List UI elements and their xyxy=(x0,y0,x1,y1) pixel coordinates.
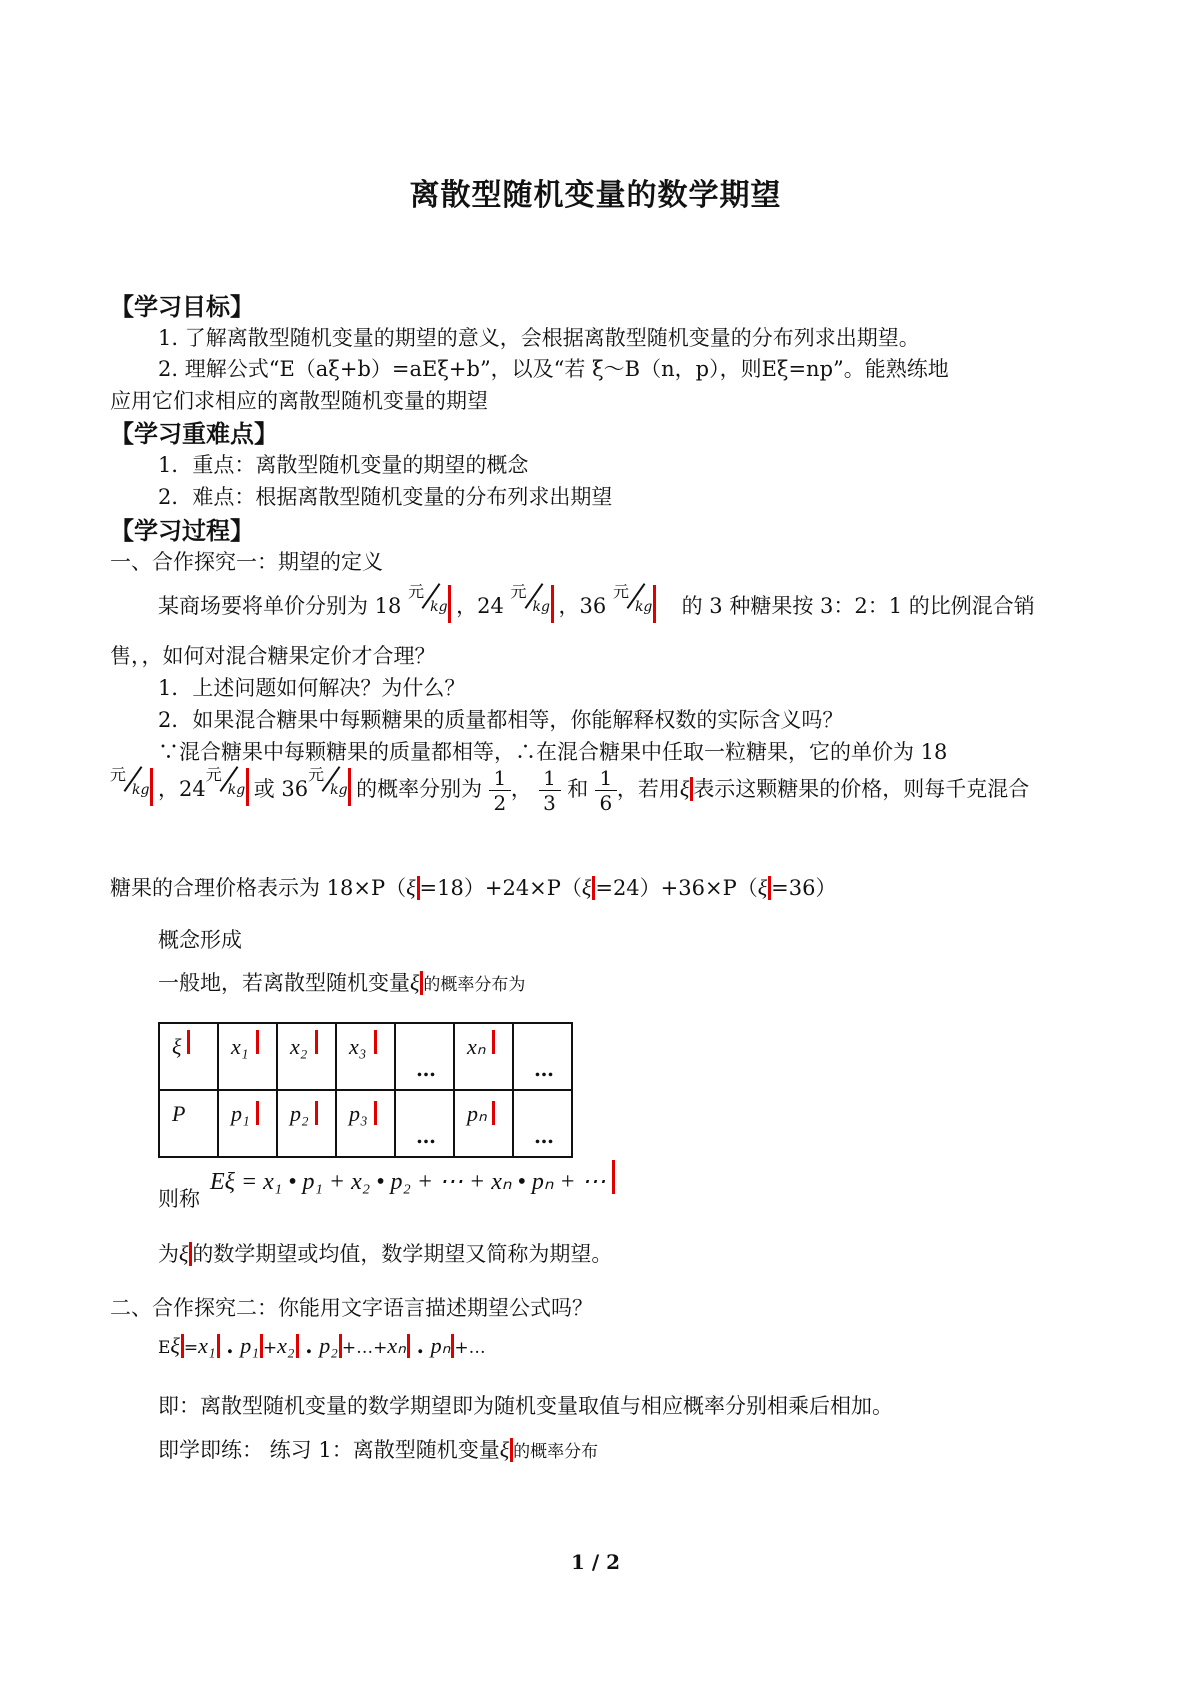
unit-yuan-per-kg-icon: 元 kg xyxy=(110,768,158,808)
goals-header: 【学习目标】 xyxy=(110,292,254,321)
fraction-one-sixth: $\frac{1}{6}$ xyxy=(595,766,617,815)
price-formula-line: 糖果的合理价格表示为 18×P（ξ =18）+24×P（ξ =24）+36×P（ξ =36） xyxy=(110,875,837,900)
because-line: ∵混合糖果中每颗糖果的质量都相等，∴在混合糖果中任取一粒糖果，它的单价为 18 xyxy=(158,740,948,764)
fraction-one-third: $\frac{1}{3}$ xyxy=(539,766,561,815)
definition-line: 为ξ 的数学期望或均值，数学期望又简称为期望。 xyxy=(158,1241,613,1266)
process-header: 【学习过程】 xyxy=(110,516,254,545)
general-definition: 一般地，若离散型随机变量ξ 的概率分布为 xyxy=(158,970,526,995)
word-formula: Eξ =x₁ . p₁ +x₂ . p₂ +…+xₙ . pₙ +… xyxy=(158,1333,486,1358)
xi-symbol: ξ xyxy=(679,776,690,801)
concept-heading: 概念形成 xyxy=(158,928,242,952)
fraction-one-half: $\frac{1}{2}$ xyxy=(489,766,511,815)
page-title: 离散型随机变量的数学期望 xyxy=(409,178,782,213)
problem-line-1: 某商场要将单价分别为 18 元 kg ，24 元 kg ，36 元 kg 的 3 种糖果按 3：2：1 的比例混合销 xyxy=(158,585,1035,625)
key-point-1: 1．重点：离散型随机变量的期望的概念 xyxy=(158,453,529,477)
explore-2-heading: 二、合作探究二：你能用文字语言描述期望公式吗？ xyxy=(110,1296,593,1320)
unit-yuan-per-kg-icon: 元 kg xyxy=(408,585,456,625)
unit-yuan-per-kg-icon: 元 kg xyxy=(613,585,661,625)
goal-1: 1. 了解离散型随机变量的期望的意义，会根据离散型随机变量的分布列求出期望。 xyxy=(158,326,920,350)
question-1: 1．上述问题如何解决？为什么？ xyxy=(158,676,466,700)
table-row: P p₁ p₂ p₃ … pₙ … xyxy=(159,1090,572,1157)
explore-1-heading: 一、合作探究一：期望的定义 xyxy=(110,550,383,574)
unit-yuan-per-kg-icon: 元 kg xyxy=(206,768,254,808)
probability-distribution-table xyxy=(158,1022,573,1158)
question-2: 2．如果混合糖果中每颗糖果的质量都相等，你能解释权数的实际含义吗？ xyxy=(158,708,844,732)
practice-line: 即学即练： 练习 1：离散型随机变量ξ 的概率分布 xyxy=(158,1437,599,1462)
unit-yuan-per-kg-icon: 元 kg xyxy=(511,585,559,625)
unit-yuan-per-kg-icon: 元 kg xyxy=(308,768,356,808)
goal-2-cont: 应用它们求相应的离散型随机变量的期望 xyxy=(110,389,488,413)
then-label: 则称 xyxy=(158,1187,200,1211)
probability-line: 元 kg ，24 元 kg 或 36 元 kg 的概率分别为 $\frac{1}{2}$， $\frac{1}{3}$ 和 $\frac{1}{6}$，若用ξ 表示这颗糖果的价格，则每千克混合 xyxy=(110,765,1030,815)
expectation-formula: Eξ = x₁ • p₁ + x₂ • p₂ + ⋯ + xₙ • pₙ + ⋯ xyxy=(210,1160,615,1196)
goal-2: 2. 理解公式“E（aξ+b）=aEξ+b”，以及“若 ξ～B（n，p），则Eξ=np”。能熟练地 xyxy=(158,357,949,381)
that-is-line: 即：离散型随机变量的数学期望即为随机变量取值与相应概率分别相乘后相加。 xyxy=(158,1394,893,1418)
key-point-2: 2．难点：根据离散型随机变量的分布列求出期望 xyxy=(158,485,613,509)
page-number: 1 / 2 xyxy=(570,1550,621,1574)
key-header: 【学习重难点】 xyxy=(110,419,278,448)
table-row: ξ x₁ x₂ x₃ … xₙ … xyxy=(159,1023,572,1090)
problem-line-2: 售，，如何对混合糖果定价才合理？ xyxy=(110,644,436,668)
